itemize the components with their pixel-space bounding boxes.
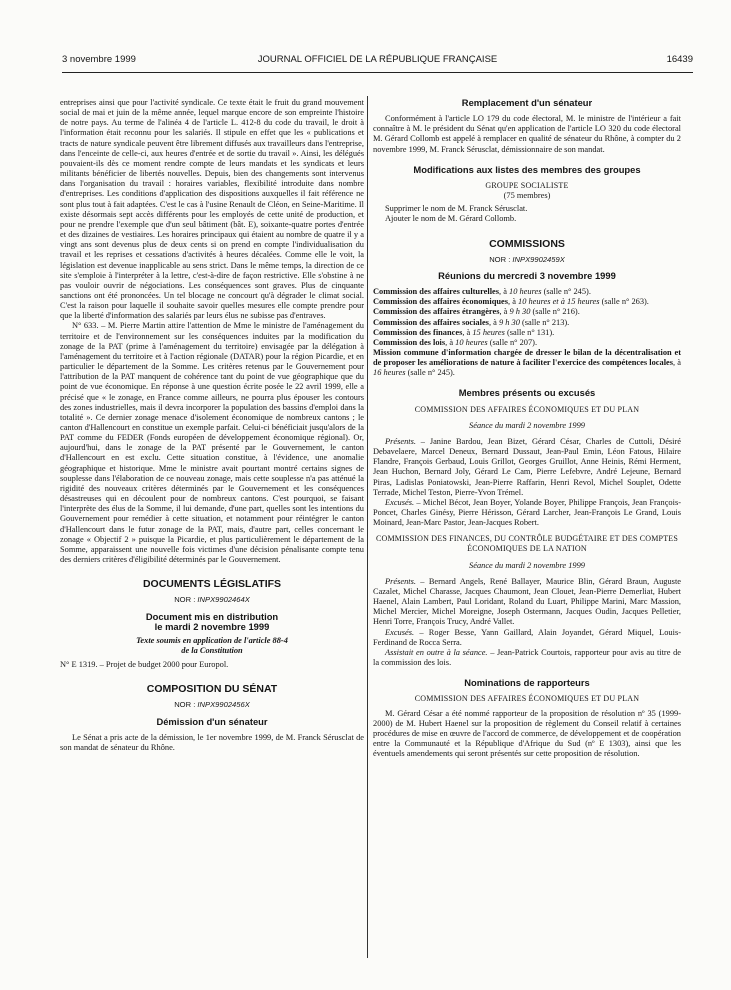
header-title: JOURNAL OFFICIEL DE LA RÉPUBLIQUE FRANÇAISE <box>257 54 498 65</box>
meeting-time: 9 h 30 <box>509 307 531 317</box>
meeting-sep: , à <box>673 358 682 368</box>
commission-meeting <box>373 307 681 317</box>
meeting-sep: , à <box>499 307 510 317</box>
nor-composition <box>60 700 364 710</box>
document-line: N° E 1319. – Projet de budget 2000 pour Europol. <box>60 660 229 670</box>
meeting-room: (salle n° 207). <box>487 337 538 347</box>
paragraph-nomination: M. Gérard César a été nommé rapporteur de la proposition de résolution nº 35 (1999-2000) de M. Hubert Haenel sur la proposition de règlement du Conseil relatif à certaines procédures de mise en œuvre de l'accord de commerce, de développement et de coopération entre la Communauté et la République d'Afrique du Sud (nº E 1303), ainsi que les éventuels amendements qui seront présentés sur cette proposition de résolution. <box>373 708 681 759</box>
attendee-names: – Jean-Patrick Courtois, rapporteur pour avis au titre de la commission des lois. <box>373 647 681 668</box>
page-header <box>62 52 693 73</box>
commission-name: Mission commune d'information chargée de dresser le bilan de la décentralisation et de proposer les améliorations de nature à faciliter l'exercice des compétences locales <box>373 347 681 368</box>
subsection-title-nominations: Nominations de rapporteurs <box>464 677 590 689</box>
meeting-sep: , à <box>508 297 519 307</box>
commission-name: Commission des finances <box>373 327 463 337</box>
excused-names: – Roger Besse, Yann Gaillard, Alain Joyandet, Gérard Miquel, Louis-Ferdinand de Rocca Serra. <box>373 627 681 647</box>
column-divider <box>367 96 368 958</box>
right-column <box>373 98 681 759</box>
present-names: – Bernard Angels, René Ballayer, Maurice Blin, Gérard Braun, Auguste Cazalet, Michel Charasse, Jacques Chaumont, Jean Clouet, Jean-Pierre Demerliat, Hubert Haenel, Alain Lambert, Paul Loridant, Roland du Luart, Philippe Marini, Marc Massion, Michel Mercier, Michel Moreigne, Joseph Ostermann, Jacques Oudin, Jacques Pelletier, Henri Torre, François Trucy, André Vallet. <box>373 576 681 627</box>
commission-meeting <box>373 318 681 328</box>
subtitle-distribution-date: le mardi 2 novembre 1999 <box>154 620 270 632</box>
commission-name: Commission des affaires étrangères <box>373 307 500 317</box>
nor-prefix: NOR : <box>174 700 198 710</box>
present-list <box>373 577 681 628</box>
meeting-time: 10 heures <box>509 287 542 297</box>
subsection-title-remplacement: Remplacement d'un sénateur <box>461 97 593 108</box>
meeting-time: 9 h 30 <box>498 317 520 327</box>
nor-code: INPX9902456X <box>197 700 250 710</box>
meeting-sep: , à <box>488 317 499 327</box>
subsection-title-membres: Membres présents ou excusés <box>458 387 596 399</box>
subsection-title-modifications: Modifications aux listes des membres des groupes <box>413 163 641 175</box>
meeting-time: 15 heures <box>472 327 505 337</box>
present-label: Présents. <box>385 436 416 446</box>
section-title-composition: COMPOSITION DU SÉNAT <box>146 683 278 696</box>
seance-date: Séance du mardi 2 novembre 1999 <box>469 420 585 430</box>
subsection-title-demission: Démission d'un sénateur <box>156 715 268 727</box>
group-count: (75 membres) <box>503 191 551 201</box>
commission-name: Commission des lois <box>373 337 446 347</box>
meeting-sep: , à <box>462 327 473 337</box>
meeting-sep: , à <box>445 337 456 347</box>
nor-commissions <box>373 255 681 265</box>
excused-list <box>373 498 681 528</box>
nor-code: INPX9902464X <box>197 595 250 605</box>
section-title-commissions: COMMISSIONS <box>489 237 565 250</box>
attendee-list <box>373 648 681 668</box>
meeting-room: (salle n° 245). <box>405 368 455 378</box>
present-names: – Janine Bardou, Jean Bizet, Gérard César, Charles de Cuttoli, Désiré Debavelaere, Marcel Deneux, Bernard Dussaut, Jean-Paul Emin, Léon Fatous, Hilaire Flandre, François Gerbaud, Louis Grillot, Georges Gruillot, Anne Heinis, Rémi Herment, Jean Huchon, Bernard Joly, Gérard Le Cam, Pierre Lefebvre, André Lejeune, Bernard Piras, Ladislas Poniatowski, Jean-Pierre Raffarin, Henri Revol, Michel Souplet, Odette Terrade, Michel Teston, Pierre-Yvon Trémel. <box>373 436 681 497</box>
paragraph-question-continued: entreprises ainsi que pour l'activité syndicale. Ce texte était le fruit du grand mouvement social de mai et juin de la même année, lequel marque encore de son empreinte l'histoire de notre pays. Au terme de l'alinéa 4 de l'article L. 412-8 du code du travail, le droit à l'information était reconnu pour les salariés. Il stipule en effet que les « publications et tracts de nature syndicale peuvent être librement diffusés aux travailleurs dans l'entreprise, dans l'enceinte de celle-ci, aux heures d'entrée et de sortie du travail ». Ainsi, les délégués pouvaient-ils dès ce moment rendre compte de leurs mandats et les syndicats et leurs militants bénéficier de libertés nouvelles. Depuis, bien des changements sont intervenus dans l'organisation du travail : horaires variables, flexibilité introduite dans nombre d'entreprises. Les conditions d'application des dispositions auxquelles il fait référence ne sont plus tout à fait adaptées. C'est le cas à l'usine Renault de Cléon, en Seine-Maritime. Il existe désormais sept accès différents pour les employés de cette unité de production, et pour ne prendre l'exemple que d'un seul bâtiment (bât. E), soixante-quatre portes d'entrée et des dizaines de vestiaires. Les horaires principaux qui étaient au nombre de quatre il y a vingt ans sont devenus plus de deux cents si on prend en compte l'individualisation du travail et les reprises et cessations d'activités à heures décalées. Comme elle le voit, la législation est devenue inapplicable au sens strict. Dans le même temps, la direction de ce site s'emploie à l'interpréter à la lettre, c'est-à-dire de façon restrictive. Elle s'obstine à ne pas vouloir ouvrir de négociations. Les conséquences sont graves. Plus de cinquante sanctions ont été prononcées. Un tel blocage ne concourt qu'à dégrader le climat social. C'est la raison pour laquelle il souhaite savoir quelles mesures elle compte prendre pour que la liberté d'information des salariés par leurs élus ne subisse pas d'entraves. <box>60 98 364 321</box>
meeting-room: (salle n° 216). <box>530 307 580 317</box>
group-name: GROUPE SOCIALISTE <box>485 180 569 190</box>
excused-list <box>373 628 681 648</box>
meeting-room: (salle n° 263). <box>599 297 649 307</box>
meeting-room: (salle n° 213). <box>519 317 570 327</box>
commission-name: Commission des affaires économiques <box>373 297 509 307</box>
meeting-time: 10 heures et à 15 heures <box>518 297 600 307</box>
text-constitution: de la Constitution <box>181 645 243 655</box>
paragraph-demission: Le Sénat a pris acte de la démission, le 1er novembre 1999, de M. Franck Sérusclat de son mandat de sénateur du Rhône. <box>60 732 364 752</box>
commission-name-affaires-economiques: COMMISSION DES AFFAIRES ÉCONOMIQUES ET DU PLAN <box>414 404 640 414</box>
nor-documents <box>60 595 364 605</box>
commission-name: Commission des affaires sociales <box>373 317 489 327</box>
commission-meeting <box>373 348 681 378</box>
excused-label: Excusés. <box>385 627 415 637</box>
subsection-title-reunions: Réunions du mercredi 3 novembre 1999 <box>438 269 616 281</box>
commission-meeting <box>373 297 681 307</box>
header-date: 3 novembre 1999 <box>62 54 136 65</box>
commission-meeting <box>373 338 681 348</box>
meeting-time: 16 heures <box>373 368 406 378</box>
commission-meetings-list <box>373 287 681 378</box>
meeting-time: 10 heures <box>455 337 488 347</box>
header-page-number: 16439 <box>666 54 693 65</box>
commission-name-finances: COMMISSION DES FINANCES, DU CONTRÔLE BUDGÉTAIRE ET DES COMPTES ÉCONOMIQUES DE LA NATION <box>375 534 679 554</box>
present-list <box>373 437 681 498</box>
subtitle-distribution: Document mis en distribution <box>145 610 279 622</box>
meeting-room: (salle n° 245). <box>541 287 591 297</box>
present-label: Présents. <box>385 576 416 586</box>
left-column <box>60 98 364 753</box>
text-article-88-4: Texte soumis en application de l'article 88-4 <box>136 635 288 645</box>
group-remove-line: Supprimer le nom de M. Franck Sérusclat. <box>385 204 528 214</box>
commission-meeting <box>373 287 681 297</box>
commission-name: Commission des affaires culturelles <box>373 287 500 297</box>
section-title-documents: DOCUMENTS LÉGISLATIFS <box>142 578 282 591</box>
nor-prefix: NOR : <box>489 254 513 264</box>
nor-prefix: NOR : <box>174 595 198 605</box>
commission-meeting <box>373 328 681 338</box>
seance-date: Séance du mardi 2 novembre 1999 <box>469 560 585 570</box>
excused-names: – Michel Bécot, Jean Boyer, Yolande Boyer, Philippe François, Jean François-Poncet, Charles Ginésy, Pierre Hérisson, Gérard Larcher, Jean-François Le Grand, Louis Moinard, Jean-Marc Pastor, Jean-Jacques Robert. <box>373 497 681 528</box>
meeting-sep: , à <box>499 287 510 297</box>
paragraph-question-633: N° 633. – M. Pierre Martin attire l'attention de Mme le ministre de l'aménagement du territoire et de l'environnement sur les conséquences induites par la modification du zonage de la PAT (prime à l'aménagement du territoire) envisagée par la délégation à l'aménagement du territoire et à l'action régionale (DATAR) pour la région Picardie, et en particulier le département de la Somme. Les critères retenus par le Gouvernement pour l'attribution de la PAT manquent de cohérence tant du point de vue géographique que du point de vue économique. En réponse à une question écrite posée le 22 avril 1999, elle a précisé que « le zonage, en France comme ailleurs, ne pourra plus épouser les contours des zones industrielles, mais il devra incorporer la population des bassins d'emploi dans la totalité ». Ce dernier zonage menace d'isolement économique de nombreux cantons ; le canton d'Hallencourt en constitue un exemple parfait. Celui-ci bénéficiait jusqu'alors de la PAT comme du FEDER (Fonds européen de développement économique régional). Or, aujourd'hui, dans le zonage de la PAT présenté par le Gouvernement, le canton d'Hallencourt en est exclu. Cette situation constitue, à l'évidence, une anomalie géographique et historique. Mme le ministre avait pourtant montré certains signes de souplesse dans l'élaboration de ce nouveau zonage, mais cette souplesse n'a pas atténué la rigidité des nouveaux critères déterminés par le Gouvernement et les conséquences désastreuses qui en découlent pour de nombreux cantons. C'est pourquoi, se faisant l'interprète des élus de la Somme, il lui demande, d'une part, quelles sont les intentions du Gouvernement pour remédier à cette situation, et notamment pour réintégrer le canton d'Hallencourt dans le futur zonage de la PAT, mais, d'autre part, celles concernant le zonage « Objectif 2 » puisque la Picardie, et plus particulièrement le département de la Somme, apparaissent une nouvelle fois victimes d'une décision pénalisante compte tenu des derniers critères d'éligibilité déterminés par le Gouvernement. <box>60 321 364 565</box>
paragraph-remplacement: Conformément à l'article LO 179 du code électoral, M. le ministre de l'intérieur a fait connaître à M. le président du Sénat qu'en application de l'article LO 320 du code électoral M. Gérard Collomb est appelé à remplacer en qualité de sénateur du Rhône, à compter du 2 novembre 1999, M. Franck Sérusclat, démissionnaire de son mandat. <box>373 114 681 154</box>
excused-label: Excusés. <box>385 497 415 507</box>
nor-code: INPX9902459X <box>512 254 565 264</box>
commission-name-nominations: COMMISSION DES AFFAIRES ÉCONOMIQUES ET DU PLAN <box>414 694 640 704</box>
group-add-line: Ajouter le nom de M. Gérard Collomb. <box>385 214 517 224</box>
attendee-label: Assistait en outre à la séance. <box>385 647 488 657</box>
meeting-room: (salle n° 131). <box>504 327 555 337</box>
